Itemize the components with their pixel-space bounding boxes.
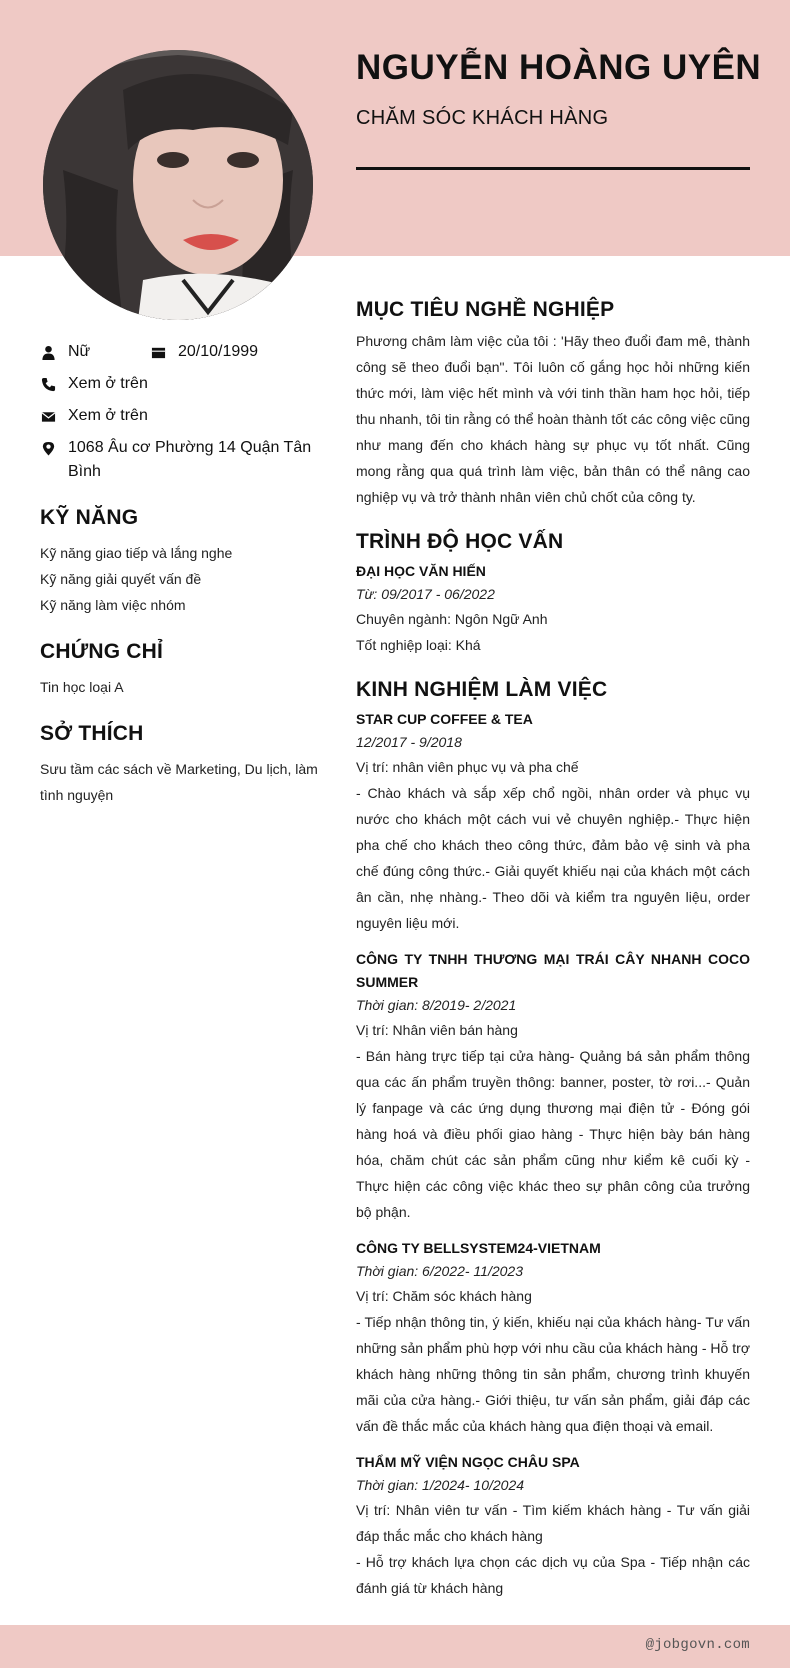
job-period: 12/2017 - 9/2018 [356, 734, 462, 750]
calendar-icon [150, 340, 166, 364]
skills-heading: KỸ NĂNG [40, 506, 139, 529]
company-name: THẨM MỸ VIỆN NGỌC CHÂU SPA [356, 1454, 580, 1470]
job-position: Vị trí: nhân viên phục vụ và pha chế [356, 759, 579, 775]
job-description: - Tiếp nhận thông tin, ý kiến, khiếu nại của khách hàng- Tư vấn những sản phẩm phù hợp với nhu cầu của khách hàng - Hỗ trợ khách hàng những thông tin sản phẩm, chương trình khuyến mãi của cửa hàng.- Giới thiệu, tư vấn sản phẩm, giải đáp các vấn đề thắc mắc của khách hàng qua điện thoại và email. [356, 1314, 750, 1434]
address-row [40, 436, 330, 484]
title-divider [356, 167, 750, 170]
phone-value: Xem ở trên [68, 375, 148, 392]
personal-info-row [40, 340, 330, 364]
job-period: Thời gian: 8/2019- 2/2021 [356, 997, 517, 1013]
skill-item: Kỹ năng giao tiếp và lắng nghe [40, 545, 233, 561]
skills-list [40, 540, 330, 618]
profile-photo [43, 50, 313, 320]
objective-section [356, 298, 750, 510]
job-description: - Hỗ trợ khách lựa chọn các dịch vụ của Spa - Tiếp nhận các đánh giá từ khách hàng [356, 1554, 750, 1596]
job-period: Thời gian: 6/2022- 11/2023 [356, 1263, 523, 1279]
certificate-item: Tin học loại A [40, 679, 124, 695]
skill-item: Kỹ năng giải quyết vấn đề [40, 571, 202, 587]
job-entry [356, 708, 750, 936]
certificates-heading: CHỨNG CHỈ [40, 640, 164, 663]
hobbies-text: Sưu tầm các sách về Marketing, Du lịch, làm tình nguyện [40, 761, 318, 803]
objective-heading: MỤC TIÊU NGHỀ NGHIỆP [356, 298, 615, 321]
envelope-icon [40, 404, 56, 428]
email-value: Xem ở trên [68, 407, 148, 424]
education-grade: Tốt nghiệp loại: Khá [356, 637, 481, 653]
job-period: Thời gian: 1/2024- 10/2024 [356, 1477, 525, 1493]
job-position: Vị trí: Chăm sóc khách hàng [356, 1288, 532, 1304]
certificates-list [40, 674, 330, 700]
education-section [356, 530, 750, 658]
job-position: Vị trí: Nhân viên tư vấn - Tìm kiếm khách hàng - Tư vấn giải đáp thắc mắc cho khách hàng [356, 1502, 750, 1544]
company-name: CÔNG TY TNHH THƯƠNG MẠI TRÁI CÂY NHANH COCO SUMMER [356, 951, 750, 990]
job-position: Vị trí: Nhân viên bán hàng [356, 1022, 518, 1038]
experience-heading: KINH NGHIỆM LÀM VIỆC [356, 678, 608, 701]
school-name: ĐẠI HỌC VĂN HIẾN [356, 563, 486, 579]
job-entry [356, 1451, 750, 1601]
left-column [40, 340, 330, 808]
company-name: STAR CUP COFFEE & TEA [356, 711, 533, 727]
education-period: Từ: 09/2017 - 06/2022 [356, 586, 495, 602]
candidate-name: NGUYỄN HOÀNG UYÊN [356, 48, 762, 87]
phone-row [40, 372, 330, 396]
education-heading: TRÌNH ĐỘ HỌC VẤN [356, 530, 564, 553]
email-row [40, 404, 330, 428]
company-name: CÔNG TY BELLSYSTEM24-VIETNAM [356, 1240, 601, 1256]
phone-icon [40, 372, 56, 396]
education-major: Chuyên ngành: Ngôn Ngữ Anh [356, 611, 548, 627]
job-description: - Bán hàng trực tiếp tại cửa hàng- Quảng bá sản phẩm thông qua các ấn phẩm truyền thông: banner, poster, tờ rơi...- Quản lý fanpage và các ứng dụng thương mại điện tử - Đóng gói hàng hoá và điều phối giao hàng - Thực hiện bày bán hàng hóa, chăm chút các sản phẩm cũng như kiểm kê cuối kỳ - Thực hiện các công việc khác theo sự phân công của trưởng bộ phận. [356, 1048, 750, 1220]
right-column [356, 298, 750, 1621]
job-description: - Chào khách và sắp xếp chổ ngồi, nhân order và phục vụ nước cho khách một cách vui vẻ chuyên nghiệp.- Thực hiện pha chế cho khách theo công thức, đảm bảo vệ sinh và pha chế đúng công thức.- Giải quyết khiếu nại của khách một cách ân cần, nhẹ nhàng.- Theo dõi và kiểm tra nguyên liệu, order nguyên liệu mới. [356, 785, 750, 931]
job-title: CHĂM SÓC KHÁCH HÀNG [356, 107, 609, 129]
location-pin-icon [40, 436, 56, 460]
job-entry [356, 948, 750, 1225]
job-entry [356, 1237, 750, 1439]
birthday-value: 20/10/1999 [178, 343, 259, 360]
hobbies-heading: SỞ THÍCH [40, 722, 144, 745]
user-icon [40, 340, 56, 364]
address-value: 1068 Âu cơ Phường 14 Quận Tân Bình [68, 439, 312, 480]
objective-text: Phương châm làm việc của tôi : 'Hãy theo đuổi đam mê, thành công sẽ theo đuổi bạn". Tôi luôn cố gắng học hỏi những kiến thức mới, làm việc hết mình và với tinh thần ham học hỏi, tiếp thu nhanh, tôi tin rằng có thể hoàn thành tốt các công việc cũng như mang đến cho khách hàng sự phục vụ tốt nhất. Cũng mong rằng qua quá trình làm việc, bản thân có thể nâng cao nghiệp vụ và trở thành nhân viên chủ chốt của công ty. [356, 333, 750, 505]
footer-watermark: @jobgovn.com [645, 1637, 750, 1653]
experience-section [356, 678, 750, 1601]
skill-item: Kỹ năng làm việc nhóm [40, 597, 186, 613]
gender-value: Nữ [68, 343, 91, 360]
